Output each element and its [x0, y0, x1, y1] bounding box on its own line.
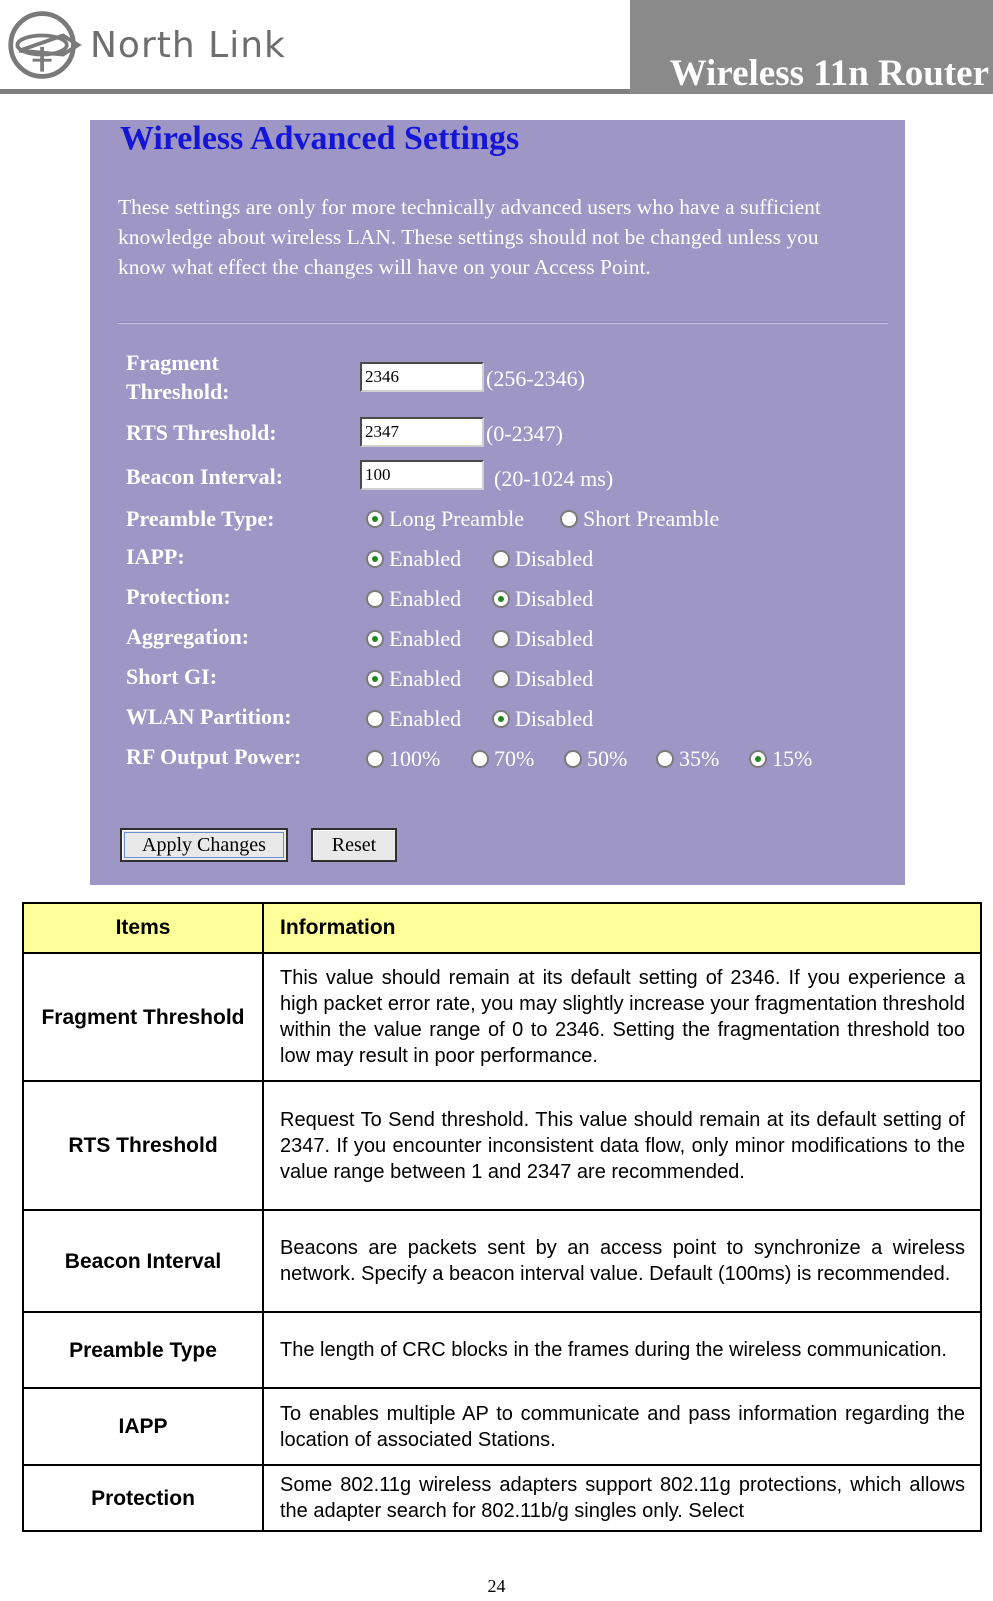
rf-power-100-option[interactable]: [366, 746, 440, 772]
row-info: To enables multiple AP to communicate and pass information regarding the location of associated Stations.: [263, 1388, 981, 1465]
rf-power-50-option[interactable]: [564, 746, 627, 772]
option-label: Disabled: [515, 546, 594, 571]
beacon-interval-range: (20-1024 ms): [494, 466, 614, 491]
rts-threshold-input[interactable]: [360, 417, 484, 447]
row-item: Preamble Type: [23, 1312, 263, 1388]
header-divider: [0, 89, 630, 94]
fragment-label-line2: Threshold:: [126, 379, 230, 404]
option-label: Long Preamble: [389, 506, 525, 531]
preamble-type-label: Preamble Type:: [126, 506, 275, 531]
option-label: 50%: [587, 746, 628, 771]
radio-selected-icon[interactable]: [366, 510, 384, 528]
radio-unselected-icon[interactable]: [656, 750, 674, 768]
radio-unselected-icon[interactable]: [471, 750, 489, 768]
column-header-items: Items: [23, 903, 263, 953]
fragment-label-line1: Fragment: [126, 350, 219, 375]
table-row: [23, 1388, 981, 1465]
rts-threshold-range: (0-2347): [486, 421, 563, 446]
table-row: [23, 1465, 981, 1531]
option-label: Enabled: [389, 586, 462, 611]
wlan-partition-disabled-option[interactable]: [492, 706, 593, 732]
wireless-advanced-settings-panel: [90, 120, 905, 885]
protection-label: Protection:: [126, 584, 231, 609]
rf-power-15-option[interactable]: [749, 746, 812, 772]
radio-selected-icon[interactable]: [366, 550, 384, 568]
document-title: Wireless 11n Router: [669, 53, 989, 94]
aggregation-enabled-option[interactable]: [366, 626, 461, 652]
reset-button[interactable]: Reset: [311, 828, 397, 862]
short-gi-disabled-option[interactable]: [492, 666, 593, 692]
option-label: Short Preamble: [583, 506, 720, 531]
rf-output-power-label: RF Output Power:: [126, 744, 302, 769]
beacon-interval-label: Beacon Interval:: [126, 464, 284, 489]
iapp-label: IAPP:: [126, 544, 185, 569]
radio-selected-icon[interactable]: [366, 670, 384, 688]
radio-selected-icon[interactable]: [492, 590, 510, 608]
option-label: 35%: [679, 746, 720, 771]
row-item: Beacon Interval: [23, 1210, 263, 1312]
panel-divider: [118, 322, 888, 324]
northlink-globe-icon: [6, 7, 82, 83]
option-label: 15%: [772, 746, 813, 771]
northlink-logo: [6, 6, 306, 84]
fragment-threshold-label: [126, 348, 230, 406]
wlan-partition-label: WLAN Partition:: [126, 704, 292, 729]
iapp-disabled-option[interactable]: [492, 546, 593, 572]
radio-selected-icon[interactable]: [492, 710, 510, 728]
short-gi-label: Short GI:: [126, 664, 218, 689]
short-gi-enabled-option[interactable]: [366, 666, 461, 692]
panel-title: Wireless Advanced Settings: [120, 120, 520, 157]
row-item: Protection: [23, 1465, 263, 1531]
apply-changes-button[interactable]: Apply Changes: [120, 828, 288, 862]
fragment-threshold-range: (256-2346): [486, 366, 585, 391]
option-label: Disabled: [515, 666, 594, 691]
option-label: Disabled: [515, 626, 594, 651]
page-header: [0, 0, 993, 96]
settings-info-table: [22, 902, 982, 1532]
option-label: Enabled: [389, 546, 462, 571]
row-info: The length of CRC blocks in the frames during the wireless communication.: [263, 1312, 981, 1388]
column-header-information: Information: [263, 903, 981, 953]
page-number: 24: [487, 1576, 506, 1596]
beacon-interval-input[interactable]: [360, 460, 484, 490]
option-label: Enabled: [389, 706, 462, 731]
table-row: [23, 1312, 981, 1388]
preamble-short-option[interactable]: [560, 506, 719, 532]
aggregation-label: Aggregation:: [126, 624, 250, 649]
radio-unselected-icon[interactable]: [560, 510, 578, 528]
row-info: Some 802.11g wireless adapters support 802.11g protections, which allows the adapter search for 802.11b/g singles only. Select: [263, 1465, 981, 1531]
option-label: Enabled: [389, 666, 462, 691]
radio-unselected-icon[interactable]: [492, 670, 510, 688]
wlan-partition-enabled-option[interactable]: [366, 706, 461, 732]
row-info: Request To Send threshold. This value should remain at its default setting of 2347. If you encounter inconsistent data flow, only minor modifications to the value range between 1 and 2347 are recommended.: [263, 1081, 981, 1210]
row-item: Fragment Threshold: [23, 953, 263, 1081]
option-label: Enabled: [389, 626, 462, 651]
rf-power-70-option[interactable]: [471, 746, 534, 772]
fragment-threshold-input[interactable]: [360, 362, 484, 392]
radio-unselected-icon[interactable]: [366, 750, 384, 768]
panel-description: These settings are only for more technically advanced users who have a sufficient knowledge about wireless LAN. These settings should not be changed unless you know what effect the changes will have on your Access Point.: [118, 195, 821, 279]
option-label: Disabled: [515, 706, 594, 731]
radio-unselected-icon[interactable]: [564, 750, 582, 768]
radio-selected-icon[interactable]: [749, 750, 767, 768]
row-info: Beacons are packets sent by an access point to synchronize a wireless network. Specify a beacon interval value. Default (100ms) is recommended.: [263, 1210, 981, 1312]
table-row: [23, 953, 981, 1081]
option-label: 70%: [494, 746, 535, 771]
table-row: [23, 1081, 981, 1210]
table-header-row: [23, 903, 981, 953]
radio-unselected-icon[interactable]: [366, 710, 384, 728]
aggregation-disabled-option[interactable]: [492, 626, 593, 652]
radio-unselected-icon[interactable]: [492, 550, 510, 568]
radio-selected-icon[interactable]: [366, 630, 384, 648]
title-banner: [630, 0, 993, 94]
protection-enabled-option[interactable]: [366, 586, 461, 612]
row-item: IAPP: [23, 1388, 263, 1465]
brand-name: North Link: [90, 24, 286, 66]
radio-unselected-icon[interactable]: [492, 630, 510, 648]
option-label: 100%: [389, 746, 441, 771]
row-info: This value should remain at its default setting of 2346. If you experience a high packet error rate, you may slightly increase your fragmentation threshold within the value range of 0 to 2346. Setting the fragmentation threshold too low may result in poor performance.: [263, 953, 981, 1081]
row-item: RTS Threshold: [23, 1081, 263, 1210]
table-row: [23, 1210, 981, 1312]
preamble-long-option[interactable]: [366, 506, 524, 532]
protection-disabled-option[interactable]: [492, 586, 593, 612]
rf-power-35-option[interactable]: [656, 746, 719, 772]
rts-threshold-label: RTS Threshold:: [126, 420, 277, 445]
radio-unselected-icon[interactable]: [366, 590, 384, 608]
iapp-enabled-option[interactable]: [366, 546, 461, 572]
option-label: Disabled: [515, 586, 594, 611]
